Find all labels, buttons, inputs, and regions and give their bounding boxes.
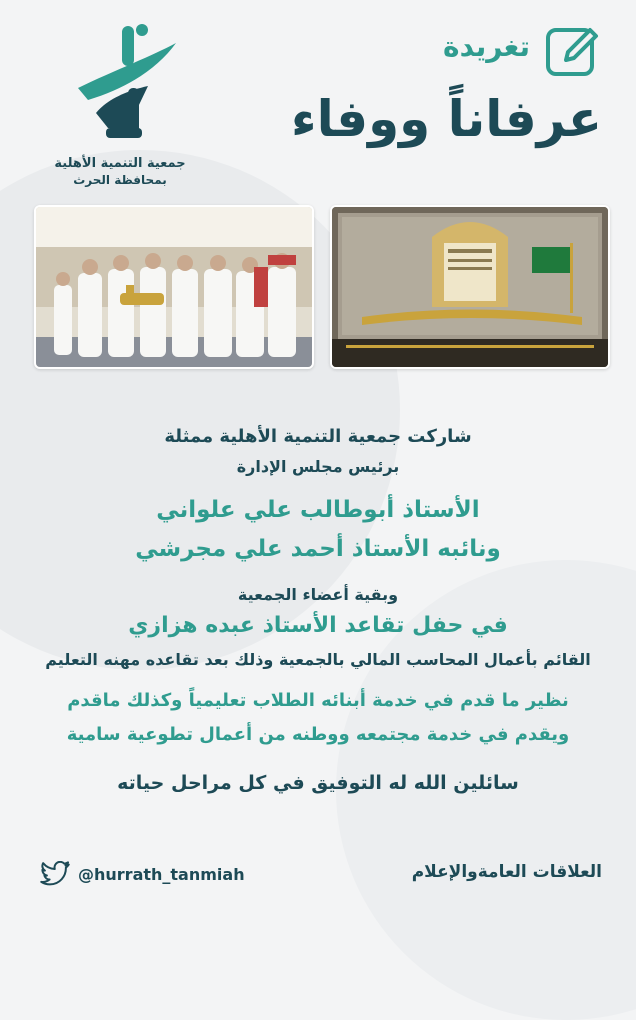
twitter-handle[interactable]: @hurrath_tanmiah (78, 864, 245, 884)
body-line: ويقدم في خدمة مجتمعه ووطنه من أعمال تطوعية سامية (66, 724, 570, 745)
body-line: شاركت جمعية التنمية الأهلية ممثلة (164, 426, 472, 447)
department-label: العلاقات العامةوالإعلام (411, 862, 602, 882)
body-line: وبقية أعضاء الجمعية (237, 585, 399, 604)
body-line: نظير ما قدم في خدمة أبنائه الطلاب تعليمياً وكذلك ماقدم (67, 690, 569, 711)
logo-mark-icon (68, 18, 178, 148)
event-line: في حفل تقاعد الأستاذ عبده هزازي (128, 613, 508, 638)
vice-president-name: ونائبه الأستاذ أحمد علي مجرشي (135, 536, 501, 562)
logo-subtitle: بمحافظة الحرث (73, 173, 167, 187)
twitter-bird-icon (40, 861, 70, 887)
tag-label: تغريدة (443, 30, 530, 63)
closing-line: سائلين الله له التوفيق في كل مراحل حياته (117, 772, 519, 794)
twitter-account[interactable] (40, 858, 245, 890)
event-photo-group (34, 205, 314, 369)
organization-logo (30, 18, 210, 187)
president-name: الأستاذ أبوطالب علي علواني (156, 497, 480, 523)
award-photo (330, 205, 610, 369)
edit-icon (544, 22, 602, 80)
logo-title: جمعية التنمية الأهلية (54, 156, 186, 171)
body-line: القائم بأعمال المحاسب المالي بالجمعية وذلك بعد تقاعده مهنه التعليم (45, 650, 591, 669)
body-line: برئيس مجلس الإدارة (236, 457, 400, 476)
page-title: عرفاناً ووفاء (291, 90, 602, 148)
tweet-tag (342, 22, 602, 82)
